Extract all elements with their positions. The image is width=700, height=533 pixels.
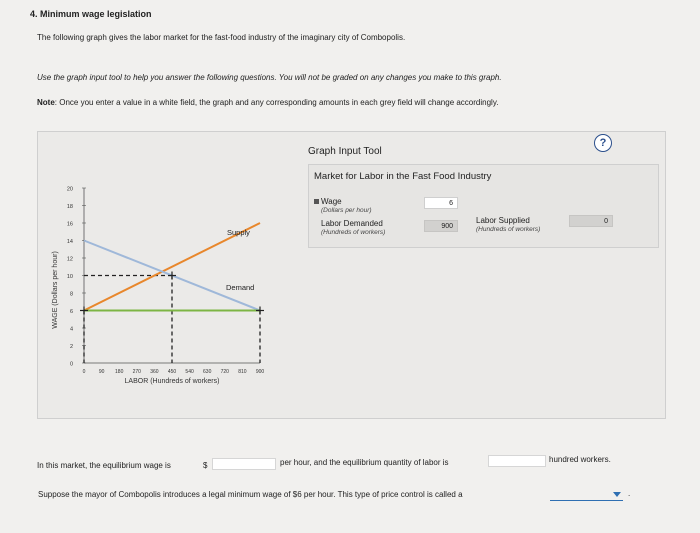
x-tick-label: 180 [115, 369, 124, 375]
y-tick-label: 18 [66, 204, 73, 210]
q2-text: Suppose the mayor of Combopolis introduces a legal minimum wage of $6 per hour. This type of price control is called a [38, 490, 463, 499]
question-title: 4. Minimum wage legislation [30, 9, 152, 19]
chevron-down-icon[interactable] [613, 492, 621, 497]
labor-supplied-value: 0 [569, 215, 613, 227]
supply-label: Supply [227, 228, 250, 237]
x-axis-label: LABOR (Hundreds of workers) [124, 378, 220, 385]
x-tick-label: 90 [98, 369, 105, 375]
demand-label: Demand [226, 283, 255, 292]
labor-demanded-group [321, 220, 401, 237]
x-tick-label: 900 [255, 369, 265, 375]
x-tick-label: 810 [238, 369, 247, 375]
equilibrium-wage-input[interactable] [212, 458, 276, 470]
market-title: Market for Labor in the Fast Food Industry [314, 171, 492, 182]
x-tick-labels [83, 369, 265, 375]
x-tick-label: 540 [185, 369, 194, 375]
q1-middle: per hour, and the equilibrium quantity of labor is [280, 458, 449, 467]
y-tick-label: 10 [66, 274, 73, 280]
y-tick-label: 6 [69, 309, 73, 315]
y-tick-label: 14 [66, 239, 73, 245]
chart-lines [80, 223, 264, 363]
y-tick-label: 4 [69, 326, 73, 333]
wage-marker-icon [314, 199, 319, 204]
x-tick-label: 360 [150, 369, 159, 375]
labor-supplied-unit: (Hundreds of workers) [476, 226, 541, 233]
y-tick-label: 8 [69, 291, 73, 298]
labor-supplied-label: Labor Supplied [476, 216, 530, 225]
note-body: : Once you enter a value in a white field, the graph and any corresponding amounts in each grey field will change accordingly. [54, 98, 499, 107]
y-tick-label: 2 [69, 344, 73, 350]
currency-symbol: $ [203, 461, 208, 470]
labor-demanded-unit: (Hundreds of workers) [321, 229, 386, 236]
y-tick-label: 0 [69, 361, 73, 368]
q1-suffix: hundred workers. [549, 455, 611, 464]
q2-end: . [628, 489, 631, 498]
labor-demanded-label: Labor Demanded [321, 219, 383, 228]
x-tick-label: 450 [167, 369, 177, 375]
instruction-text: Use the graph input tool to help you answer the following questions. You will not be graded on any changes you make to this graph. [37, 73, 502, 82]
labor-supplied-group [476, 217, 556, 234]
y-tick-label: 20 [66, 186, 73, 193]
wage-input[interactable]: 6 [424, 197, 458, 209]
labor-market-graph[interactable] [40, 180, 300, 390]
x-tick-label: 720 [220, 369, 229, 375]
labor-demanded-value: 900 [424, 220, 458, 232]
y-tick-labels [67, 187, 86, 368]
graph-input-tool-title: Graph Input Tool [308, 146, 382, 157]
equilibrium-quantity-input[interactable] [488, 455, 546, 467]
note-label: Note [37, 98, 55, 107]
q1-prefix: In this market, the equilibrium wage is [37, 461, 171, 470]
x-tick-label: 630 [203, 369, 212, 375]
x-tick-label: 0 [82, 369, 86, 375]
wage-label: Wage [321, 197, 342, 206]
y-axis-label: WAGE (Dollars per hour) [52, 251, 59, 329]
y-tick-label: 16 [66, 221, 73, 228]
wage-label-group [314, 198, 372, 215]
y-tick-label: 12 [66, 256, 73, 263]
note-text [37, 98, 498, 107]
x-tick-label: 270 [132, 369, 141, 375]
help-icon[interactable]: ? [594, 134, 612, 152]
wage-unit: (Dollars per hour) [321, 207, 372, 214]
intro-text: The following graph gives the labor market for the fast-food industry of the imaginary city of Combopolis. [37, 33, 406, 42]
